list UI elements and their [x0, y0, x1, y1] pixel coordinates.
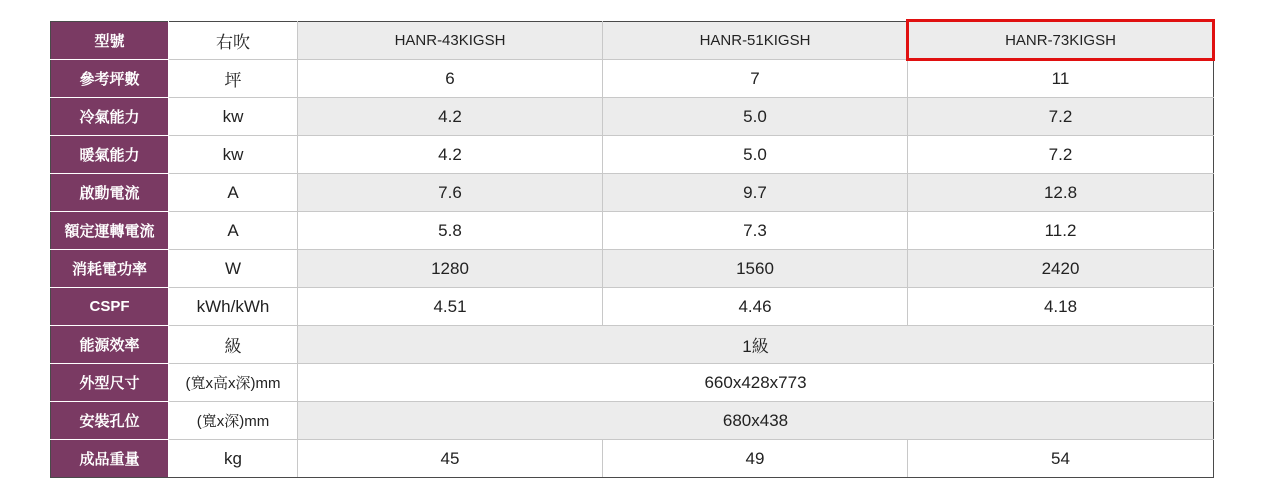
- row-value: 1280: [298, 250, 603, 288]
- row-value: 6: [298, 60, 603, 98]
- row-unit: kg: [169, 440, 298, 478]
- row-value: 45: [298, 440, 603, 478]
- table-row: [51, 326, 1214, 364]
- row-unit: A: [169, 174, 298, 212]
- row-unit: kw: [169, 98, 298, 136]
- row-value: 9.7: [603, 174, 908, 212]
- row-value: 49: [603, 440, 908, 478]
- model-header-highlighted: HANR-73KIGSH: [908, 22, 1214, 60]
- row-value-merged: 680x438: [298, 402, 1214, 440]
- table-row: [51, 136, 1214, 174]
- model-header: HANR-43KIGSH: [298, 22, 603, 60]
- row-value-merged: 1級: [298, 326, 1214, 364]
- row-value: 7.6: [298, 174, 603, 212]
- row-value-merged: 660x428x773: [298, 364, 1214, 402]
- row-value: 7: [603, 60, 908, 98]
- row-unit: kWh/kWh: [169, 288, 298, 326]
- row-value: 1560: [603, 250, 908, 288]
- table-row: [51, 250, 1214, 288]
- table-row: [51, 364, 1214, 402]
- table-row: [51, 174, 1214, 212]
- row-unit: 坪: [169, 60, 298, 98]
- model-header: HANR-51KIGSH: [603, 22, 908, 60]
- row-label: 參考坪數: [51, 60, 169, 98]
- row-value: 4.2: [298, 98, 603, 136]
- row-label: 成品重量: [51, 440, 169, 478]
- row-unit: W: [169, 250, 298, 288]
- spec-table: [50, 21, 1214, 478]
- row-label: 暖氣能力: [51, 136, 169, 174]
- table-row: [51, 212, 1214, 250]
- row-label: 外型尺寸: [51, 364, 169, 402]
- row-value: 7.2: [908, 98, 1214, 136]
- table-row: [51, 98, 1214, 136]
- row-unit: (寬x深)mm: [169, 402, 298, 440]
- table-row: [51, 288, 1214, 326]
- row-value: 5.0: [603, 136, 908, 174]
- row-value: 4.2: [298, 136, 603, 174]
- row-unit: (寬x高x深)mm: [169, 364, 298, 402]
- row-value: 12.8: [908, 174, 1214, 212]
- table-row: [51, 440, 1214, 478]
- row-label: 能源效率: [51, 326, 169, 364]
- table-row: [51, 402, 1214, 440]
- row-unit: 級: [169, 326, 298, 364]
- row-value: 11.2: [908, 212, 1214, 250]
- row-value: 5.8: [298, 212, 603, 250]
- row-value: 4.18: [908, 288, 1214, 326]
- row-value: 4.46: [603, 288, 908, 326]
- row-label: 消耗電功率: [51, 250, 169, 288]
- row-value: 2420: [908, 250, 1214, 288]
- row-label: CSPF: [51, 288, 169, 326]
- row-label: 冷氣能力: [51, 98, 169, 136]
- row-value: 7.3: [603, 212, 908, 250]
- row-value: 7.2: [908, 136, 1214, 174]
- header-row: [51, 22, 1214, 60]
- header-label: 型號: [51, 22, 169, 60]
- row-label: 安裝孔位: [51, 402, 169, 440]
- row-unit: kw: [169, 136, 298, 174]
- row-value: 4.51: [298, 288, 603, 326]
- header-unit: 右吹: [169, 22, 298, 60]
- row-value: 54: [908, 440, 1214, 478]
- row-value: 11: [908, 60, 1214, 98]
- row-unit: A: [169, 212, 298, 250]
- row-label: 啟動電流: [51, 174, 169, 212]
- row-value: 5.0: [603, 98, 908, 136]
- row-label: 額定運轉電流: [51, 212, 169, 250]
- table-row: [51, 60, 1214, 98]
